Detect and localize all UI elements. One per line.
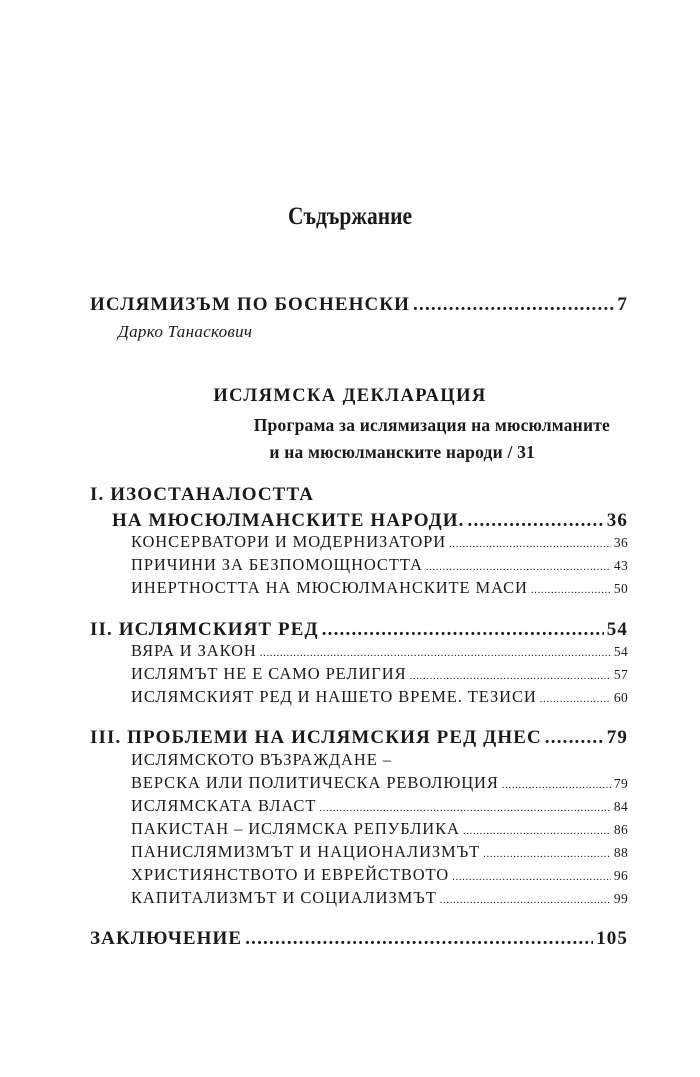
toc-chapter-title-line[interactable]: I. ИЗОСТАНАЛОСТТА bbox=[90, 484, 315, 505]
dot-leader bbox=[413, 294, 614, 316]
toc-entry-bosnian[interactable] bbox=[90, 294, 628, 316]
dot-leader bbox=[452, 871, 611, 883]
section-subtitle: и на мюсюлманските народи / 31 bbox=[269, 442, 535, 462]
toc-entry-ch3[interactable] bbox=[90, 727, 628, 749]
toc-entry-title: ПАНИСЛЯМИЗМЪТ И НАЦИОНАЛИЗМЪТ bbox=[131, 842, 481, 861]
dot-leader bbox=[426, 561, 611, 573]
toc-entry-conclusion[interactable] bbox=[90, 928, 628, 950]
toc-entry-title: НА МЮСЮЛМАНСКИТЕ НАРОДИ. bbox=[112, 510, 465, 531]
dot-leader bbox=[260, 647, 611, 659]
toc-entry-title: ИСЛЯМСКИЯТ РЕД И НАШЕТО ВРЕМЕ. ТЕЗИСИ bbox=[131, 687, 537, 706]
toc-page-number: 79 bbox=[613, 776, 628, 791]
toc-subentry[interactable] bbox=[131, 641, 628, 661]
toc-page-number: 60 bbox=[613, 690, 628, 705]
toc-page-number: 57 bbox=[613, 667, 628, 682]
dot-leader bbox=[540, 693, 611, 705]
toc-entry-title: II. ИСЛЯМСКИЯТ РЕД bbox=[90, 619, 319, 640]
dot-leader bbox=[322, 619, 604, 641]
dot-leader bbox=[449, 538, 611, 550]
toc-subentry[interactable] bbox=[131, 842, 628, 862]
dot-leader bbox=[502, 779, 611, 791]
dot-leader bbox=[468, 510, 604, 532]
toc-page-number: 84 bbox=[613, 799, 628, 814]
toc-subentry-title-line[interactable]: ИСЛЯМСКОТО ВЪЗРАЖДАНЕ – bbox=[131, 750, 392, 769]
toc-author: Дарко Танаскович bbox=[118, 322, 253, 341]
toc-page-number: 36 bbox=[613, 535, 628, 550]
toc-subentry[interactable] bbox=[131, 865, 628, 885]
toc-subentry[interactable] bbox=[131, 796, 628, 816]
toc-entry-ch1[interactable] bbox=[112, 510, 628, 532]
dot-leader bbox=[483, 848, 611, 860]
toc-page-number: 43 bbox=[613, 558, 628, 573]
toc-entry-title: ИСЛЯМИЗЪМ ПО БОСНЕНСКИ bbox=[90, 294, 411, 315]
toc-entry-title: ПАКИСТАН – ИСЛЯМСКА РЕПУБЛИКА bbox=[131, 819, 460, 838]
toc-subentry[interactable] bbox=[131, 687, 628, 707]
dot-leader bbox=[245, 928, 593, 950]
toc-subentry[interactable] bbox=[131, 664, 628, 684]
toc-entry-title: КОНСЕРВАТОРИ И МОДЕРНИЗАТОРИ bbox=[131, 532, 447, 551]
toc-entry-title: III. ПРОБЛЕМИ НА ИСЛЯМСКИЯ РЕД ДНЕС bbox=[90, 727, 542, 748]
toc-subentry[interactable] bbox=[131, 773, 628, 793]
dot-leader bbox=[319, 802, 611, 814]
toc-page-number: 96 bbox=[613, 868, 628, 883]
toc-entry-title: ЗАКЛЮЧЕНИЕ bbox=[90, 928, 243, 949]
toc-entry-ch2[interactable] bbox=[90, 619, 628, 641]
toc-entry-title: ИНЕРТНОСТТА НА МЮСЮЛМАНСКИТЕ МАСИ bbox=[131, 578, 528, 597]
toc-page-number: 36 bbox=[606, 510, 628, 531]
dot-leader bbox=[531, 584, 611, 596]
toc-entry-title: КАПИТАЛИЗМЪТ И СОЦИАЛИЗМЪТ bbox=[131, 888, 437, 907]
toc-subentry[interactable] bbox=[131, 578, 628, 598]
dot-leader bbox=[545, 727, 604, 749]
toc-entry-title: ПРИЧИНИ ЗА БЕЗПОМОЩНОСТТА bbox=[131, 555, 423, 574]
toc-page-number: 105 bbox=[596, 928, 628, 949]
toc-page-number: 79 bbox=[606, 727, 628, 748]
toc-page-number: 88 bbox=[613, 845, 628, 860]
toc-entry-title: ХРИСТИЯНСТВОТО И ЕВРЕЙСТВОТО bbox=[131, 865, 450, 884]
dot-leader bbox=[409, 670, 610, 682]
section-heading-declaration: ИСЛЯМСКА ДЕКЛАРАЦИЯ bbox=[213, 386, 487, 406]
page-title: Съдържание bbox=[287, 203, 413, 230]
toc-entry-title: ВЕРСКА ИЛИ ПОЛИТИЧЕСКА РЕВОЛЮЦИЯ bbox=[131, 773, 499, 792]
toc-subentry[interactable] bbox=[131, 532, 628, 552]
dot-leader bbox=[440, 894, 611, 906]
toc-page-number: 54 bbox=[613, 644, 628, 659]
toc-entry-title: ИСЛЯМСКАТА ВЛАСТ bbox=[131, 796, 317, 815]
toc-page-number: 50 bbox=[613, 581, 628, 596]
toc-page-number: 54 bbox=[606, 619, 628, 640]
section-subtitle: Програма за ислямизация на мюсюлманите bbox=[253, 415, 610, 435]
toc-page-number: 86 bbox=[613, 822, 628, 837]
toc-entry-title: ИСЛЯМЪТ НЕ Е САМО РЕЛИГИЯ bbox=[131, 664, 407, 683]
toc-subentry[interactable] bbox=[131, 555, 628, 575]
toc-page-number: 7 bbox=[617, 294, 628, 315]
dot-leader bbox=[463, 825, 611, 837]
toc-entry-title: ВЯРА И ЗАКОН bbox=[131, 641, 257, 660]
toc-page-number: 99 bbox=[613, 891, 628, 906]
toc-subentry[interactable] bbox=[131, 819, 628, 839]
toc-subentry[interactable] bbox=[131, 888, 628, 908]
